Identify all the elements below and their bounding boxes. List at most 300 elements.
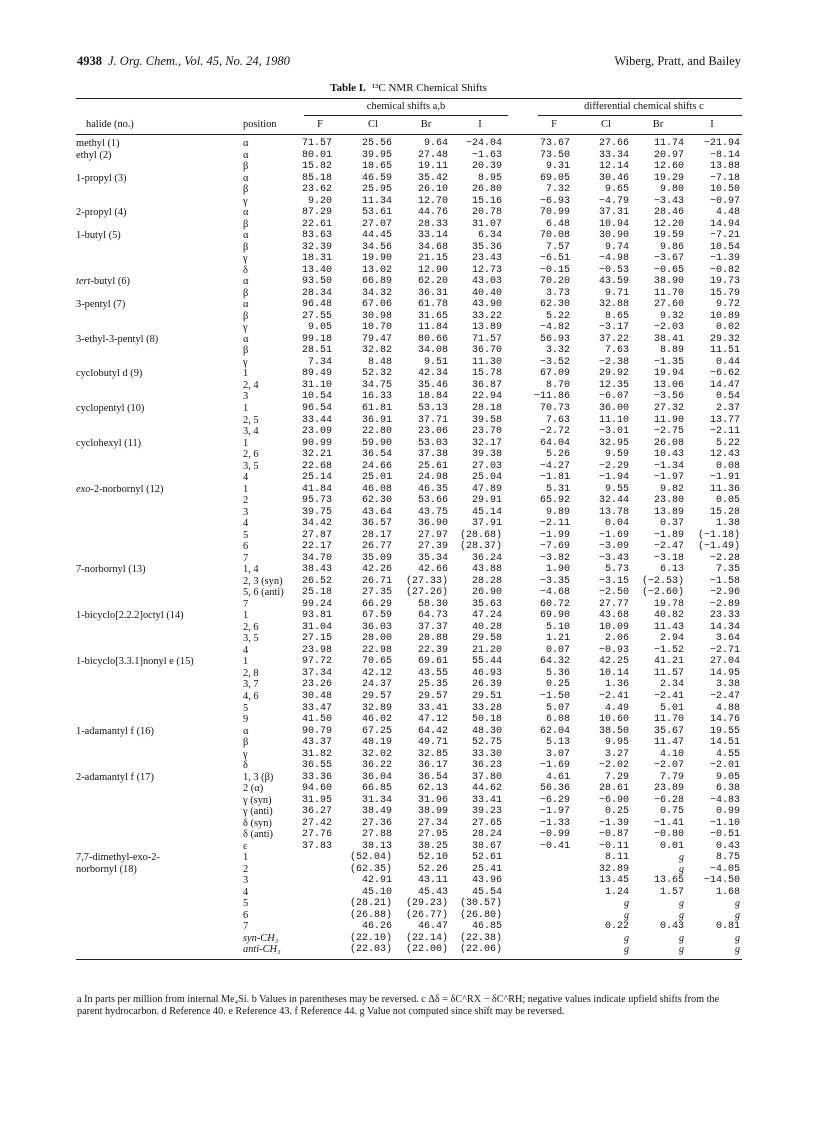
shift-i-value: 39.58 bbox=[471, 414, 502, 426]
diff-cl-value: −2.38 bbox=[598, 356, 629, 368]
diff-i-value: 13.77 bbox=[709, 414, 740, 426]
shift-f-value: 36.27 bbox=[301, 806, 332, 818]
diff-f-value: 5.31 bbox=[545, 483, 570, 495]
shift-cl-value: (52.04) bbox=[349, 852, 392, 864]
shift-f-value: 7.34 bbox=[307, 356, 332, 368]
diff-br-value: 2.34 bbox=[659, 679, 684, 691]
shift-i-value: 28.24 bbox=[471, 829, 502, 841]
diff-i-value: −4.83 bbox=[709, 794, 740, 806]
diff-f-value: −0.15 bbox=[539, 264, 570, 276]
shift-f-value: 27.76 bbox=[301, 829, 332, 841]
diff-i-value: −14.50 bbox=[703, 875, 740, 887]
shift-br-value: 46.35 bbox=[417, 483, 448, 495]
shift-cl-value: 79.47 bbox=[361, 333, 392, 345]
rule-group-2 bbox=[538, 115, 742, 116]
diff-cl-value: −3.43 bbox=[598, 552, 629, 564]
shift-f-value: 38.43 bbox=[301, 564, 332, 576]
diff-br-value: −1.89 bbox=[653, 529, 684, 541]
shift-f-value: 31.10 bbox=[301, 379, 332, 391]
diff-f-value: −4.27 bbox=[539, 460, 570, 472]
position: α bbox=[243, 149, 249, 161]
diff-i-value: 4.48 bbox=[715, 207, 740, 219]
shift-cl-value: (62.35) bbox=[349, 863, 392, 875]
diff-cl-value: −0.11 bbox=[598, 840, 629, 852]
diff-br-value: 26.08 bbox=[653, 437, 684, 449]
position: α bbox=[243, 276, 249, 288]
diff-cl-value: −0.87 bbox=[598, 829, 629, 841]
shift-f-value: 83.63 bbox=[301, 230, 332, 242]
shift-cl-value: 62.30 bbox=[361, 495, 392, 507]
shift-i-value: 39.23 bbox=[471, 806, 502, 818]
diff-cl-value: 10.60 bbox=[598, 714, 629, 725]
diff-i-value: 8.75 bbox=[715, 852, 740, 864]
shift-i-value: 47.89 bbox=[471, 483, 502, 495]
shift-f-value: 99.18 bbox=[301, 333, 332, 345]
diff-br-value: 9.80 bbox=[659, 184, 684, 196]
shift-cl-value: 36.03 bbox=[361, 621, 392, 633]
position: 2, 6 bbox=[243, 621, 259, 633]
position: 1 bbox=[243, 403, 249, 414]
shift-f-value: 93.81 bbox=[301, 610, 332, 622]
shift-i-value: 29.58 bbox=[471, 633, 502, 645]
shift-i-value: 33.28 bbox=[471, 702, 502, 714]
diff-br-value: −1.97 bbox=[653, 472, 684, 484]
diff-i-value: −2.96 bbox=[709, 587, 740, 599]
position: 4 bbox=[243, 518, 249, 530]
diff-i-value: 4.88 bbox=[715, 702, 740, 714]
diff-br-value: 28.46 bbox=[653, 207, 684, 219]
diff-br-value: g bbox=[679, 909, 684, 921]
shift-i-value: 33.22 bbox=[471, 310, 502, 322]
shift-cl-value: 29.57 bbox=[361, 691, 392, 702]
position: 2, 3 (syn) bbox=[243, 575, 283, 587]
rule-bottom bbox=[76, 959, 742, 960]
shift-cl-value: 26.71 bbox=[361, 575, 392, 587]
shift-br-value: 36.90 bbox=[417, 518, 448, 530]
shift-i-value: 37.91 bbox=[471, 518, 502, 530]
shift-i-value: 36.24 bbox=[471, 552, 502, 564]
halide-name: 1-propyl (3) bbox=[76, 172, 127, 184]
diff-i-value: 14.51 bbox=[709, 737, 740, 748]
diff-i-value: −2.71 bbox=[709, 644, 740, 656]
diff-f-value: 62.30 bbox=[539, 299, 570, 311]
shift-br-value: 38.25 bbox=[417, 840, 448, 852]
diff-i-value: 10.54 bbox=[709, 241, 740, 253]
shift-f-value: 13.40 bbox=[301, 264, 332, 276]
shift-i-value: 33.41 bbox=[471, 794, 502, 806]
diff-br-value: 0.01 bbox=[659, 840, 684, 852]
shift-cl-value: 27.36 bbox=[361, 817, 392, 829]
diff-cl-value: 0.25 bbox=[604, 806, 629, 818]
nmr-table bbox=[76, 98, 742, 998]
diff-i-value: 4.55 bbox=[715, 748, 740, 760]
position: 5 bbox=[243, 702, 249, 714]
shift-cl-value: 18.65 bbox=[361, 161, 392, 172]
position: δ (syn) bbox=[243, 817, 272, 829]
diff-i-value: 14.95 bbox=[709, 667, 740, 679]
col-header-f-shift: F bbox=[317, 119, 323, 130]
diff-br-value: 11.47 bbox=[653, 737, 684, 748]
diff-cl-value: 10.94 bbox=[598, 218, 629, 230]
shift-f-value: 31.04 bbox=[301, 621, 332, 633]
diff-i-value: −0.97 bbox=[709, 195, 740, 207]
shift-br-value: 22.39 bbox=[417, 644, 448, 656]
diff-cl-value: 8.65 bbox=[604, 310, 629, 322]
diff-f-value: 8.70 bbox=[545, 379, 570, 391]
shift-cl-value: 59.90 bbox=[361, 437, 392, 449]
diff-br-value: 9.32 bbox=[659, 310, 684, 322]
position: 2, 4 bbox=[243, 379, 259, 391]
diff-br-value: 4.10 bbox=[659, 748, 684, 760]
shift-br-value: 62.13 bbox=[417, 783, 448, 795]
diff-i-value: 0.05 bbox=[715, 495, 740, 507]
col-header-f-diff: F bbox=[551, 119, 557, 130]
shift-i-value: 26.39 bbox=[471, 679, 502, 691]
diff-i-value: 9.72 bbox=[715, 299, 740, 311]
position: 2 bbox=[243, 863, 249, 875]
diff-i-value: g bbox=[735, 944, 740, 956]
diff-br-value: 11.70 bbox=[653, 287, 684, 299]
shift-cl-value: 27.35 bbox=[361, 587, 392, 599]
diff-br-value: 20.97 bbox=[653, 149, 684, 161]
diff-i-value: −1.58 bbox=[709, 575, 740, 587]
diff-br-value: 2.94 bbox=[659, 633, 684, 645]
diff-br-value: 13.89 bbox=[653, 506, 684, 518]
page-number: 4938 bbox=[77, 54, 102, 68]
shift-br-value: 53.03 bbox=[417, 437, 448, 449]
shift-cl-value: 61.81 bbox=[361, 403, 392, 414]
shift-f-value: 97.72 bbox=[301, 656, 332, 668]
diff-cl-value: 12.35 bbox=[598, 379, 629, 391]
shift-i-value: 50.18 bbox=[471, 714, 502, 725]
position: 5 bbox=[243, 898, 249, 910]
diff-f-value: 56.36 bbox=[539, 783, 570, 795]
diff-i-value: 19.73 bbox=[709, 276, 740, 288]
shift-f-value: 27.42 bbox=[301, 817, 332, 829]
diff-br-value: −0.80 bbox=[653, 829, 684, 841]
shift-cl-value: 45.10 bbox=[361, 886, 392, 898]
halide-name: 1-butyl (5) bbox=[76, 230, 121, 242]
shift-cl-value: 32.82 bbox=[361, 345, 392, 357]
diff-br-value: −3.43 bbox=[653, 195, 684, 207]
shift-f-value: 41.50 bbox=[301, 714, 332, 725]
diff-cl-value: 4.49 bbox=[604, 702, 629, 714]
diff-br-value: −0.65 bbox=[653, 264, 684, 276]
shift-cl-value: 32.02 bbox=[361, 748, 392, 760]
diff-f-value: 9.89 bbox=[545, 506, 570, 518]
diff-cl-value: 37.22 bbox=[598, 333, 629, 345]
diff-br-value: −3.67 bbox=[653, 253, 684, 265]
diff-cl-value: −6.90 bbox=[598, 794, 629, 806]
diff-cl-value: 9.65 bbox=[604, 184, 629, 196]
shift-f-value: 94.60 bbox=[301, 783, 332, 795]
diff-f-value: 70.73 bbox=[539, 403, 570, 414]
shift-br-value: 36.31 bbox=[417, 287, 448, 299]
shift-i-value: 6.34 bbox=[477, 230, 502, 242]
halide-name: 1-bicyclo[2.2.2]octyl (14) bbox=[76, 610, 184, 622]
diff-cl-value: 1.24 bbox=[604, 886, 629, 898]
diff-i-value: −4.05 bbox=[709, 863, 740, 875]
diff-i-value: −21.94 bbox=[703, 138, 740, 149]
shift-i-value: 29.51 bbox=[471, 691, 502, 702]
position: 1 bbox=[243, 483, 249, 495]
shift-cl-value: 53.61 bbox=[361, 207, 392, 219]
position: 1, 3 (β) bbox=[243, 771, 274, 783]
rule-header-bottom bbox=[76, 134, 742, 135]
diff-cl-value: g bbox=[624, 909, 629, 921]
shift-cl-value: 66.85 bbox=[361, 783, 392, 795]
shift-br-value: 64.73 bbox=[417, 610, 448, 622]
position: 4 bbox=[243, 886, 249, 898]
shift-cl-value: (22.10) bbox=[349, 932, 392, 944]
diff-cl-value: 9.71 bbox=[604, 287, 629, 299]
diff-cl-value: 29.92 bbox=[598, 368, 629, 380]
diff-br-value: −2.07 bbox=[653, 760, 684, 772]
shift-i-value: 12.73 bbox=[471, 264, 502, 276]
shift-cl-value: (26.88) bbox=[349, 909, 392, 921]
position: β bbox=[243, 345, 249, 357]
diff-cl-value: −4.98 bbox=[598, 253, 629, 265]
position: α bbox=[243, 207, 249, 219]
diff-f-value: −3.52 bbox=[539, 356, 570, 368]
col-header-i-diff: I bbox=[710, 119, 714, 130]
diff-f-value: −1.33 bbox=[539, 817, 570, 829]
diff-i-value: 5.22 bbox=[715, 437, 740, 449]
shift-cl-value: 36.54 bbox=[361, 449, 392, 460]
halide-name: cyclopentyl (10) bbox=[76, 403, 145, 414]
shift-f-value: 89.49 bbox=[301, 368, 332, 380]
position: 1 bbox=[243, 368, 249, 380]
diff-f-value: −1.97 bbox=[539, 806, 570, 818]
shift-i-value: 21.20 bbox=[471, 644, 502, 656]
table-title: ¹³C NMR Chemical Shifts bbox=[371, 82, 487, 94]
shift-cl-value: 28.17 bbox=[361, 529, 392, 541]
shift-i-value: −1.63 bbox=[471, 149, 502, 161]
diff-cl-value: 3.27 bbox=[604, 748, 629, 760]
shift-i-value: 35.63 bbox=[471, 598, 502, 610]
shift-br-value: 26.10 bbox=[417, 184, 448, 196]
shift-i-value: 37.80 bbox=[471, 771, 502, 783]
shift-f-value: 28.51 bbox=[301, 345, 332, 357]
position: 2 bbox=[243, 495, 249, 507]
shift-f-value: 90.99 bbox=[301, 437, 332, 449]
shift-f-value: 27.87 bbox=[301, 529, 332, 541]
col-header-halide: halide (no.) bbox=[86, 119, 134, 130]
diff-cl-value: 32.44 bbox=[598, 495, 629, 507]
position: β bbox=[243, 184, 249, 196]
diff-cl-value: 2.06 bbox=[604, 633, 629, 645]
diff-cl-value: 8.11 bbox=[604, 852, 629, 864]
shift-i-value: 48.30 bbox=[471, 725, 502, 737]
diff-f-value: 65.92 bbox=[539, 495, 570, 507]
position: β bbox=[243, 737, 249, 748]
diff-f-value: 7.63 bbox=[545, 414, 570, 426]
shift-i-value: 44.62 bbox=[471, 783, 502, 795]
diff-cl-value: −2.29 bbox=[598, 460, 629, 472]
shift-br-value: 25.35 bbox=[417, 679, 448, 691]
shift-i-value: 36.87 bbox=[471, 379, 502, 391]
shift-br-value: 34.68 bbox=[417, 241, 448, 253]
diff-f-value: 4.61 bbox=[545, 771, 570, 783]
diff-f-value: −0.99 bbox=[539, 829, 570, 841]
shift-cl-value: 46.26 bbox=[361, 921, 392, 933]
shift-i-value: 25.04 bbox=[471, 472, 502, 484]
shift-i-value: 43.96 bbox=[471, 875, 502, 887]
shift-f-value: 41.84 bbox=[301, 483, 332, 495]
shift-br-value: 29.57 bbox=[417, 691, 448, 702]
position: α bbox=[243, 138, 249, 149]
shift-f-value: 43.37 bbox=[301, 737, 332, 748]
diff-cl-value: 43.59 bbox=[598, 276, 629, 288]
diff-br-value: 23.89 bbox=[653, 783, 684, 795]
col-header-cl-shift: Cl bbox=[368, 119, 378, 130]
col-header-br-shift: Br bbox=[420, 119, 432, 130]
shift-i-value: 46.85 bbox=[471, 921, 502, 933]
diff-f-value: 70.99 bbox=[539, 207, 570, 219]
diff-i-value: 10.50 bbox=[709, 184, 740, 196]
diff-br-value: 6.13 bbox=[659, 564, 684, 576]
position: γ (syn) bbox=[243, 794, 272, 806]
shift-cl-value: 27.88 bbox=[361, 829, 392, 841]
shift-br-value: 19.11 bbox=[417, 161, 448, 172]
diff-f-value: 9.31 bbox=[545, 161, 570, 172]
shift-cl-value: 19.90 bbox=[361, 253, 392, 265]
diff-i-value: 6.38 bbox=[715, 783, 740, 795]
diff-cl-value: −1.69 bbox=[598, 529, 629, 541]
shift-i-value: 43.03 bbox=[471, 276, 502, 288]
diff-cl-value: 27.77 bbox=[598, 598, 629, 610]
shift-f-value: 71.57 bbox=[301, 138, 332, 149]
diff-cl-value: g bbox=[624, 898, 629, 910]
shift-i-value: 26.80 bbox=[471, 184, 502, 196]
diff-i-value: g bbox=[735, 898, 740, 910]
shift-br-value: 36.17 bbox=[417, 760, 448, 772]
position: 3 bbox=[243, 875, 249, 887]
shift-f-value: 30.48 bbox=[301, 691, 332, 702]
position: 3, 5 bbox=[243, 460, 259, 472]
shift-i-value: 38.67 bbox=[471, 840, 502, 852]
diff-br-value: 1.57 bbox=[659, 886, 684, 898]
shift-f-value: 23.98 bbox=[301, 644, 332, 656]
shift-i-value: 40.28 bbox=[471, 621, 502, 633]
shift-cl-value: 25.01 bbox=[361, 472, 392, 484]
shift-i-value: 36.70 bbox=[471, 345, 502, 357]
diff-cl-value: 0.04 bbox=[604, 518, 629, 530]
position: 6 bbox=[243, 909, 249, 921]
diff-cl-value: −1.39 bbox=[598, 817, 629, 829]
diff-f-value: −1.50 bbox=[539, 691, 570, 702]
diff-br-value: 9.82 bbox=[659, 483, 684, 495]
position: 1, 4 bbox=[243, 564, 259, 576]
position: 1 bbox=[243, 437, 249, 449]
shift-f-value: 31.95 bbox=[301, 794, 332, 806]
shift-br-value: 27.97 bbox=[417, 529, 448, 541]
shift-f-value: 25.14 bbox=[301, 472, 332, 484]
shift-f-value: 26.52 bbox=[301, 575, 332, 587]
shift-cl-value: 8.48 bbox=[367, 356, 392, 368]
diff-i-value: 13.88 bbox=[709, 161, 740, 172]
shift-cl-value: 38.49 bbox=[361, 806, 392, 818]
diff-i-value: 0.81 bbox=[715, 921, 740, 933]
shift-cl-value: 26.77 bbox=[361, 541, 392, 553]
position: γ bbox=[243, 322, 248, 334]
diff-cl-value: 13.78 bbox=[598, 506, 629, 518]
diff-i-value: 15.28 bbox=[709, 506, 740, 518]
shift-cl-value: 34.75 bbox=[361, 379, 392, 391]
diff-cl-value: −3.17 bbox=[598, 322, 629, 334]
diff-br-value: 13.06 bbox=[653, 379, 684, 391]
diff-br-value: 27.32 bbox=[653, 403, 684, 414]
diff-i-value: 2.37 bbox=[715, 403, 740, 414]
shift-i-value: (22.38) bbox=[459, 932, 502, 944]
diff-br-value: −3.56 bbox=[653, 391, 684, 403]
shift-f-value: 34.42 bbox=[301, 518, 332, 530]
diff-f-value: −0.41 bbox=[539, 840, 570, 852]
shift-cl-value: 34.56 bbox=[361, 241, 392, 253]
shift-f-value: 33.36 bbox=[301, 771, 332, 783]
shift-i-value: (22.06) bbox=[459, 944, 502, 956]
diff-i-value: −7.18 bbox=[709, 172, 740, 184]
shift-f-value: 34.70 bbox=[301, 552, 332, 564]
shift-f-value: 28.34 bbox=[301, 287, 332, 299]
shift-cl-value: 24.37 bbox=[361, 679, 392, 691]
col-header-br-diff: Br bbox=[652, 119, 664, 130]
shift-cl-value: 70.65 bbox=[361, 656, 392, 668]
shift-f-value: 37.83 bbox=[301, 840, 332, 852]
diff-i-value: (−1.49) bbox=[697, 541, 740, 553]
halide-name: 7-norbornyl (13) bbox=[76, 564, 146, 576]
diff-f-value: 1.90 bbox=[545, 564, 570, 576]
diff-i-value: 19.55 bbox=[709, 725, 740, 737]
shift-f-value: 22.61 bbox=[301, 218, 332, 230]
diff-br-value: 19.78 bbox=[653, 598, 684, 610]
diff-br-value: (−2.53) bbox=[641, 575, 684, 587]
diff-f-value: 5.10 bbox=[545, 621, 570, 633]
diff-f-value: 3.32 bbox=[545, 345, 570, 357]
shift-f-value: 90.79 bbox=[301, 725, 332, 737]
diff-i-value: (−1.18) bbox=[697, 529, 740, 541]
diff-cl-value: 32.95 bbox=[598, 437, 629, 449]
halide-name: methyl (1) bbox=[76, 138, 120, 149]
diff-cl-value: 12.14 bbox=[598, 161, 629, 172]
shift-i-value: 28.28 bbox=[471, 575, 502, 587]
diff-cl-value: 37.31 bbox=[598, 207, 629, 219]
diff-cl-value: 30.90 bbox=[598, 230, 629, 242]
diff-cl-value: −3.01 bbox=[598, 426, 629, 437]
diff-i-value: 0.54 bbox=[715, 391, 740, 403]
shift-br-value: 52.26 bbox=[417, 863, 448, 875]
diff-i-value: −1.39 bbox=[709, 253, 740, 265]
position: 3 bbox=[243, 391, 249, 403]
diff-br-value: 9.86 bbox=[659, 241, 684, 253]
diff-f-value: −4.68 bbox=[539, 587, 570, 599]
diff-br-value: 40.82 bbox=[653, 610, 684, 622]
position: β bbox=[243, 310, 249, 322]
shift-f-value: 95.73 bbox=[301, 495, 332, 507]
diff-cl-value: −0.53 bbox=[598, 264, 629, 276]
diff-br-value: 11.43 bbox=[653, 621, 684, 633]
shift-cl-value: 36.91 bbox=[361, 414, 392, 426]
shift-cl-value: 22.80 bbox=[361, 426, 392, 437]
halide-name: 2-adamantyl f (17) bbox=[76, 771, 154, 783]
diff-cl-value: 11.10 bbox=[598, 414, 629, 426]
diff-f-value: 70.20 bbox=[539, 276, 570, 288]
shift-br-value: 25.61 bbox=[417, 460, 448, 472]
position: 1 bbox=[243, 610, 249, 622]
position: 5 bbox=[243, 529, 249, 541]
halide-name: 3-ethyl-3-pentyl (8) bbox=[76, 333, 159, 345]
position: 3, 5 bbox=[243, 633, 259, 645]
